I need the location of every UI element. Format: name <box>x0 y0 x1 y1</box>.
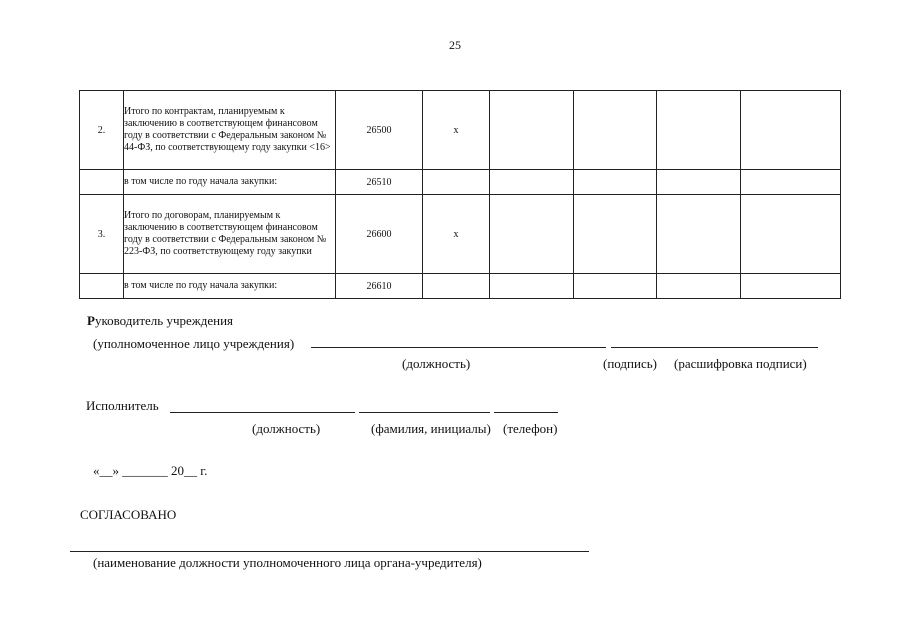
table-row <box>80 274 841 299</box>
signature-caption: (подпись) <box>603 356 657 371</box>
head-subtitle: (уполномоченное лицо учреждения) <box>93 336 295 351</box>
empty-cell <box>574 274 657 299</box>
executor-position-field <box>170 412 355 413</box>
row-col4 <box>423 170 490 195</box>
empty-cell <box>741 91 841 170</box>
executor-position-caption: (должность) <box>252 421 321 436</box>
head-title-initial: Р <box>87 313 95 328</box>
empty-cell <box>741 195 841 274</box>
head-title-rest: уководитель учреждения <box>94 313 234 328</box>
empty-cell <box>741 274 841 299</box>
empty-cell <box>657 195 741 274</box>
executor-phone-field <box>494 412 558 413</box>
date-line: «__» _______ 20__ г. <box>93 463 208 478</box>
empty-cell <box>741 170 841 195</box>
table-row <box>80 91 841 170</box>
row-code: 26510 <box>336 170 423 195</box>
empty-cell <box>657 274 741 299</box>
empty-cell <box>657 170 741 195</box>
empty-cell <box>490 91 574 170</box>
executor-phone-caption: (телефон) <box>503 421 558 436</box>
approved-label: СОГЛАСОВАНО <box>80 507 177 522</box>
row-name: Итого по контрактам, планируемым к заключению в соответствующем финансовом году в соответствии с Федеральным законом № 44-ФЗ, по соответствующему году закупки <16> <box>124 91 336 170</box>
row-col4 <box>423 274 490 299</box>
executor-name-caption: (фамилия, инициалы) <box>371 421 491 436</box>
position-caption: (должность) <box>402 356 471 371</box>
row-code: 26610 <box>336 274 423 299</box>
empty-cell <box>657 91 741 170</box>
table-row <box>80 170 841 195</box>
row-code: 26500 <box>336 91 423 170</box>
approved-position-field <box>70 551 589 552</box>
table-row <box>80 195 841 274</box>
approved-caption: (наименование должности уполномоченного лица органа-учредителя) <box>93 555 482 570</box>
signature-field <box>611 347 818 348</box>
empty-cell <box>490 170 574 195</box>
decoding-caption: (расшифровка подписи) <box>674 356 807 371</box>
row-name: Итого по договорам, планируемым к заключению в соответствующем финансовом году в соответствии с Федеральным законом № 223-ФЗ, по соответствующему году закупки <box>124 195 336 274</box>
empty-cell <box>574 91 657 170</box>
empty-cell <box>574 170 657 195</box>
row-code: 26600 <box>336 195 423 274</box>
position-field <box>311 347 606 348</box>
row-col4: x <box>423 195 490 274</box>
row-name: в том числе по году начала закупки: <box>124 274 336 299</box>
row-col4: x <box>423 91 490 170</box>
empty-cell <box>490 274 574 299</box>
row-number: 2. <box>80 91 124 170</box>
row-number: 3. <box>80 195 124 274</box>
row-number <box>80 274 124 299</box>
executor-label: Исполнитель <box>86 398 159 413</box>
empty-cell <box>490 195 574 274</box>
row-number <box>80 170 124 195</box>
page-number: 25 <box>449 38 461 52</box>
procurement-table <box>79 90 841 299</box>
head-title <box>87 313 233 329</box>
row-name: в том числе по году начала закупки: <box>124 170 336 195</box>
empty-cell <box>574 195 657 274</box>
executor-name-field <box>359 412 490 413</box>
